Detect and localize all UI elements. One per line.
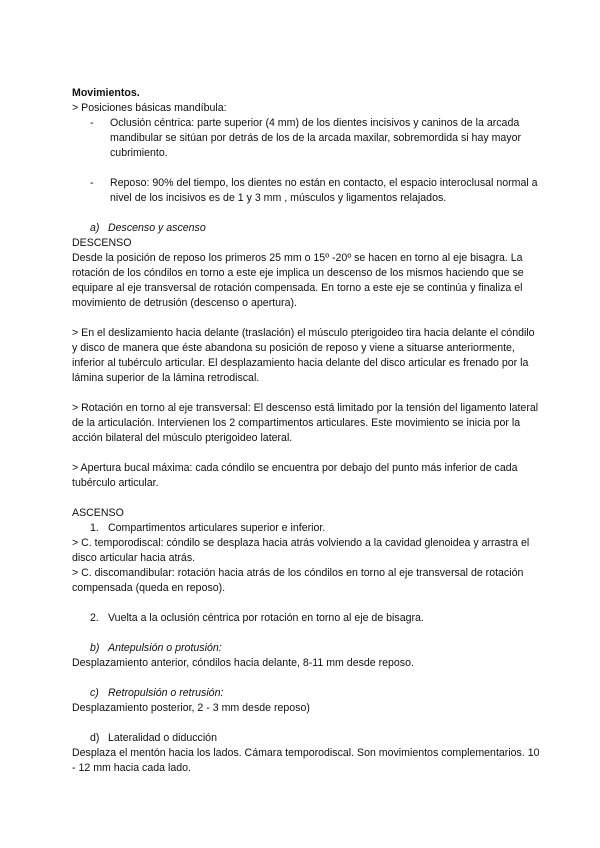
number-marker: 2. [90, 612, 99, 624]
position-text: Oclusión céntrica: parte superior (4 mm) de los dientes incisivos y caninos de la arcada mandibular se sitúan por detrás de los de la arcada maxilar, sobremordida si hay mayor cubrimiento. [110, 117, 522, 159]
positions-intro: > Posiciones básicas mandíbula: [72, 102, 227, 114]
ascenso-paragraph-1: > C. temporodiscal: cóndilo se desplaza hacia atrás volviendo a la cavidad glenoidea y arrastra el disco articular hacia atrás. [72, 537, 530, 564]
section-d-text: Desplaza el mentón hacia los lados. Cámara temporodiscal. Son movimientos complementarios. 10 - 12 mm hacia cada lado. [72, 747, 540, 774]
spacer [72, 161, 540, 176]
number-marker: 1. [90, 522, 99, 534]
dash-marker: - [90, 117, 94, 129]
spacer [72, 491, 540, 506]
ascenso-item-1 [72, 521, 540, 536]
spacer [72, 206, 540, 221]
spacer [72, 386, 540, 401]
position-text: Reposo: 90% del tiempo, los dientes no están en contacto, el espacio interoclusal normal a nivel de los incisivos es de 1 y 3 mm , músculos y ligamentos relajados. [110, 177, 538, 204]
section-heading-text: Retropulsión o retrusión: [108, 687, 224, 699]
section-marker: c) [90, 687, 99, 699]
document-title: Movimientos. [72, 87, 140, 99]
section-b-heading [72, 641, 540, 656]
list-item [72, 176, 540, 206]
section-marker: a) [90, 222, 100, 234]
section-heading-text: Descenso y ascenso [108, 222, 206, 234]
document-body [72, 86, 540, 776]
descenso-paragraph-1: Desde la posición de reposo los primeros 25 mm o 15º -20º se hacen en torno al eje bisagra. La rotación de los cóndilos en torno a este eje implica un descenso de los mismos haciendo que se equipare al eje transversal de rotación compensada. En torno a este eje se continúa y finaliza el movimiento de detrusión (descenso o apertura). [72, 252, 524, 309]
section-d-heading [72, 731, 540, 746]
descenso-paragraph-2: > En el deslizamiento hacia delante (traslación) el músculo pterigoideo tira hacia delante el cóndilo y disco de manera que éste abandona su posición de reposo y viene a situarse anteriormente, inferior al tubérculo articular. El desplazamiento hacia delante del disco articular es frenado por la lámina superior de la lámina retrodiscal. [72, 327, 535, 384]
section-marker: b) [90, 642, 100, 654]
spacer [72, 671, 540, 686]
section-marker: d) [90, 732, 100, 744]
descenso-paragraph-3: > Rotación en torno al eje transversal: El descenso está limitado por la tensión del ligamento lateral de la articulación. Intervienen los 2 compartimentos articulares. Este movimiento se inicia por la acción bilateral del músculo pterigoideo lateral. [72, 402, 539, 444]
spacer [72, 716, 540, 731]
spacer [72, 311, 540, 326]
spacer [72, 596, 540, 611]
spacer [72, 626, 540, 641]
section-heading-text: Lateralidad o diducción [108, 732, 217, 744]
section-a-heading [72, 221, 540, 236]
section-heading-text: Antepulsión o protusión: [108, 642, 222, 654]
section-c-text: Desplazamiento posterior, 2 - 3 mm desde reposo) [72, 702, 310, 714]
spacer [72, 446, 540, 461]
ascenso-item-text: Vuelta a la oclusión céntrica por rotación en torno al eje de bisagra. [108, 612, 424, 624]
descenso-label: DESCENSO [72, 237, 132, 249]
ascenso-label: ASCENSO [72, 507, 124, 519]
positions-list [72, 116, 540, 206]
ascenso-item-text: Compartimentos articulares superior e inferior. [108, 522, 326, 534]
ascenso-paragraph-2: > C. discomandibular: rotación hacia atrás de los cóndilos en torno al eje transversal de rotación compensada (queda en reposo). [72, 567, 524, 594]
section-b-text: Desplazamiento anterior, cóndilos hacia delante, 8-11 mm desde reposo. [72, 657, 414, 669]
section-c-heading [72, 686, 540, 701]
ascenso-item-2 [72, 611, 540, 626]
list-item [72, 116, 540, 161]
descenso-paragraph-4: > Apertura bucal máxima: cada cóndilo se encuentra por debajo del punto más inferior de cada tubérculo articular. [72, 462, 518, 489]
dash-marker: - [90, 177, 94, 189]
